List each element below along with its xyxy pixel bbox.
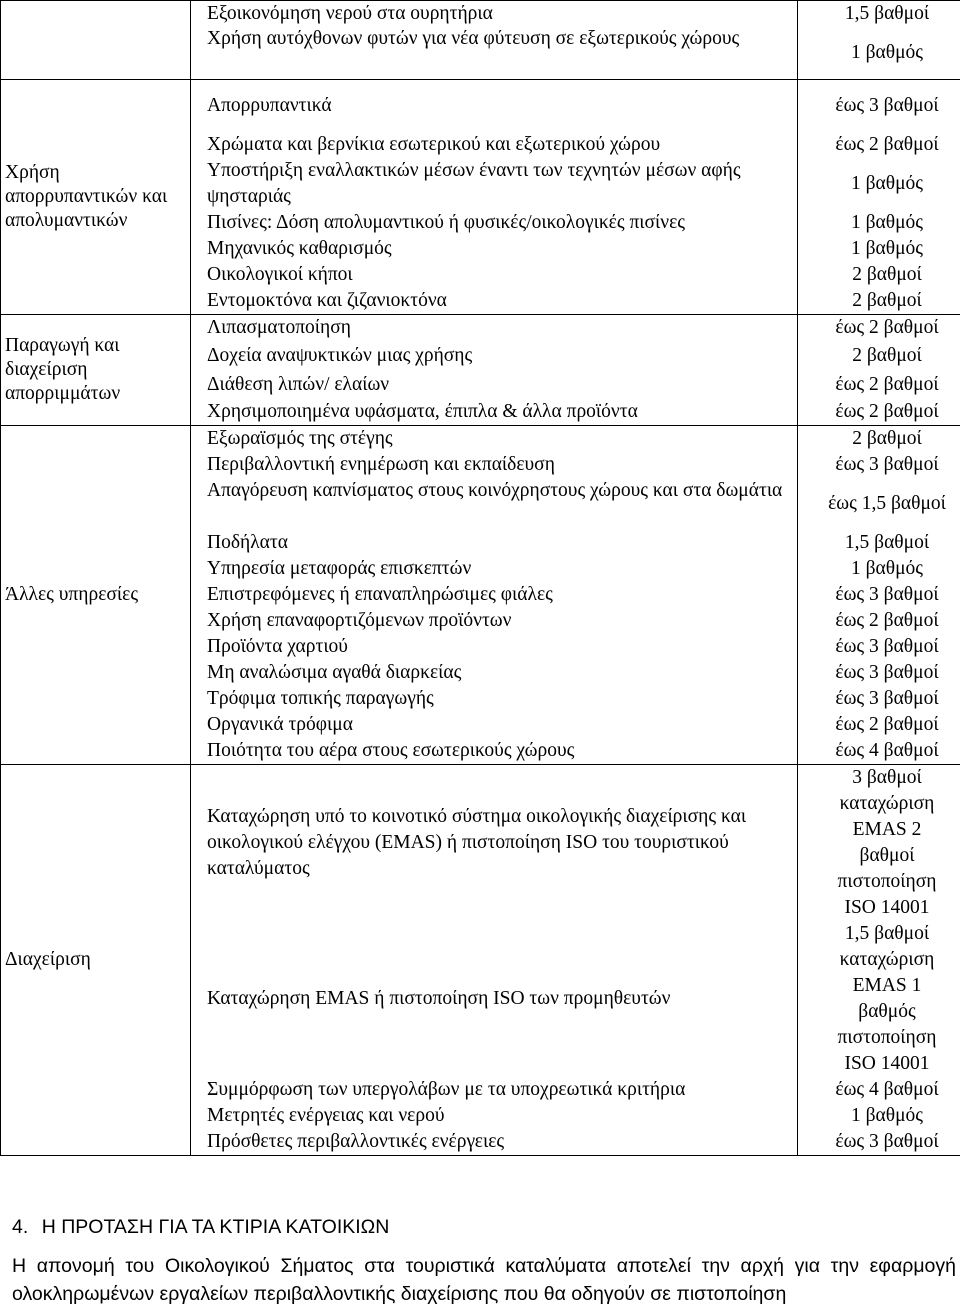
score: 3 βαθμοί καταχώριση EMAS 2 βαθμοί πιστοποίηση ISO 14001 — [802, 765, 960, 921]
score: έως 4 βαθμοί — [802, 1077, 960, 1103]
score: 1,5 βαθμοί — [802, 530, 960, 556]
criteria-cell — [191, 1, 798, 80]
score: 1 βαθμός — [802, 158, 960, 210]
score: έως 2 βαθμοί — [802, 608, 960, 634]
score-cell — [798, 80, 960, 315]
criterion: Εξοικονόμηση νερού στα ουρητήρια — [195, 1, 793, 27]
criterion: Ποιότητα του αέρα στους εσωτερικούς χώρους — [195, 738, 793, 764]
score: 1,5 βαθμοί καταχώριση EMAS 1 βαθμός πιστοποίηση ISO 14001 — [802, 921, 960, 1077]
score: έως 3 βαθμοί — [802, 686, 960, 712]
section-heading — [12, 1216, 389, 1239]
table-row — [1, 315, 960, 426]
criterion: Συμμόρφωση των υπεργολάβων με τα υποχρεωτικά κριτήρια — [195, 1077, 793, 1103]
table-row — [1, 426, 960, 765]
category-cell: Παραγωγή και διαχείριση απορριμμάτων — [1, 315, 191, 426]
criterion: Δοχεία αναψυκτικών μιας χρήσης — [195, 341, 793, 371]
criterion: Επιστρεφόμενες ή επαναπληρώσιμες φιάλες — [195, 582, 793, 608]
score: 1,5 βαθμοί — [802, 1, 960, 27]
criterion: Διάθεση λιπών/ ελαίων — [195, 371, 793, 399]
criterion: Απορρυπαντικά — [195, 80, 793, 132]
criterion: Τρόφιμα τοπικής παραγωγής — [195, 686, 793, 712]
criterion: Μηχανικός καθαρισμός — [195, 236, 793, 262]
category-cell — [1, 1, 191, 80]
score: έως 2 βαθμοί — [802, 712, 960, 738]
table-row — [1, 765, 960, 1156]
criterion: Μη αναλώσιμα αγαθά διαρκείας — [195, 660, 793, 686]
criterion: Μετρητές ενέργειας και νερού — [195, 1103, 793, 1129]
score-cell — [798, 1, 960, 80]
criterion: Υποστήριξη εναλλακτικών μέσων έναντι των τεχνητών μέσων αφής ψησταριάς — [195, 158, 793, 210]
body-paragraph: Η απονομή του Οικολογικού Σήματος στα τουριστικά καταλύματα αποτελεί την αρχή για την εφαρμογή ολοκληρωμένων εργαλείων περιβαλλοντικής διαχείρισης που θα οδηγούν σε πιστοποίηση — [12, 1252, 956, 1308]
criterion: Χρήση επαναφορτιζόμενων προϊόντων — [195, 608, 793, 634]
score: 2 βαθμοί — [802, 288, 960, 314]
score: έως 2 βαθμοί — [802, 315, 960, 341]
table-row — [1, 1, 960, 80]
criterion: Υπηρεσία μεταφοράς επισκεπτών — [195, 556, 793, 582]
score: 1 βαθμός — [802, 1103, 960, 1129]
criteria-cell — [191, 426, 798, 765]
criterion: Χρώματα και βερνίκια εσωτερικού και εξωτερικού χώρου — [195, 132, 793, 158]
score: 1 βαθμός — [802, 236, 960, 262]
score: 1 βαθμός — [802, 556, 960, 582]
criterion: Απαγόρευση καπνίσματος στους κοινόχρηστους χώρους και στα δωμάτια — [195, 478, 793, 530]
score: έως 3 βαθμοί — [802, 1129, 960, 1155]
score: 1 βαθμός — [802, 27, 960, 79]
score: έως 3 βαθμοί — [802, 582, 960, 608]
criterion: Χρησιμοποιημένα υφάσματα, έπιπλα & άλλα προϊόντα — [195, 399, 793, 425]
score-cell — [798, 315, 960, 426]
criteria-cell — [191, 80, 798, 315]
section-title: Η ΠΡΟΤΑΣΗ ΓΙΑ ΤΑ ΚΤΙΡΙΑ ΚΑΤΟΙΚΙΩΝ — [42, 1216, 390, 1238]
score: 2 βαθμοί — [802, 426, 960, 452]
score-cell — [798, 765, 960, 1156]
score-cell — [798, 426, 960, 765]
criterion: Προϊόντα χαρτιού — [195, 634, 793, 660]
score: έως 2 βαθμοί — [802, 371, 960, 399]
score: έως 3 βαθμοί — [802, 634, 960, 660]
score: έως 3 βαθμοί — [802, 80, 960, 132]
score: έως 3 βαθμοί — [802, 452, 960, 478]
category-cell: Διαχείριση — [1, 765, 191, 1156]
criteria-cell — [191, 315, 798, 426]
criterion: Καταχώρηση υπό το κοινοτικό σύστημα οικολογικής διαχείρισης και οικολογικού ελέγχου (EMAS) ή πιστοποίηση ISO του τουριστικού καταλύματος — [195, 765, 793, 921]
criterion: Ποδήλατα — [195, 530, 793, 556]
category-cell: Άλλες υπηρεσίες — [1, 426, 191, 765]
criterion: Πισίνες: Δόση απολυμαντικού ή φυσικές/οικολογικές πισίνες — [195, 210, 793, 236]
criteria-cell — [191, 765, 798, 1156]
criterion: Οργανικά τρόφιμα — [195, 712, 793, 738]
criterion: Πρόσθετες περιβαλλοντικές ενέργειες — [195, 1129, 793, 1155]
table-row — [1, 80, 960, 315]
criterion: Περιβαλλοντική ενημέρωση και εκπαίδευση — [195, 452, 793, 478]
criterion: Καταχώρηση EMAS ή πιστοποίηση ISO των προμηθευτών — [195, 921, 793, 1077]
criterion: Λιπασματοποίηση — [195, 315, 793, 341]
score: έως 1,5 βαθμοί — [802, 478, 960, 530]
section-number: 4. — [12, 1216, 28, 1238]
score: 1 βαθμός — [802, 210, 960, 236]
score: έως 4 βαθμοί — [802, 738, 960, 764]
criterion: Εξωραϊσμός της στέγης — [195, 426, 793, 452]
score: έως 3 βαθμοί — [802, 660, 960, 686]
score: έως 2 βαθμοί — [802, 399, 960, 425]
score: 2 βαθμοί — [802, 341, 960, 371]
criterion: Χρήση αυτόχθονων φυτών για νέα φύτευση σε εξωτερικούς χώρους — [195, 27, 793, 79]
score: έως 2 βαθμοί — [802, 132, 960, 158]
criterion: Εντομοκτόνα και ζιζανιοκτόνα — [195, 288, 793, 314]
score: 2 βαθμοί — [802, 262, 960, 288]
category-cell: Χρήση απορρυπαντικών και απολυμαντικών — [1, 80, 191, 315]
criterion: Οικολογικοί κήποι — [195, 262, 793, 288]
